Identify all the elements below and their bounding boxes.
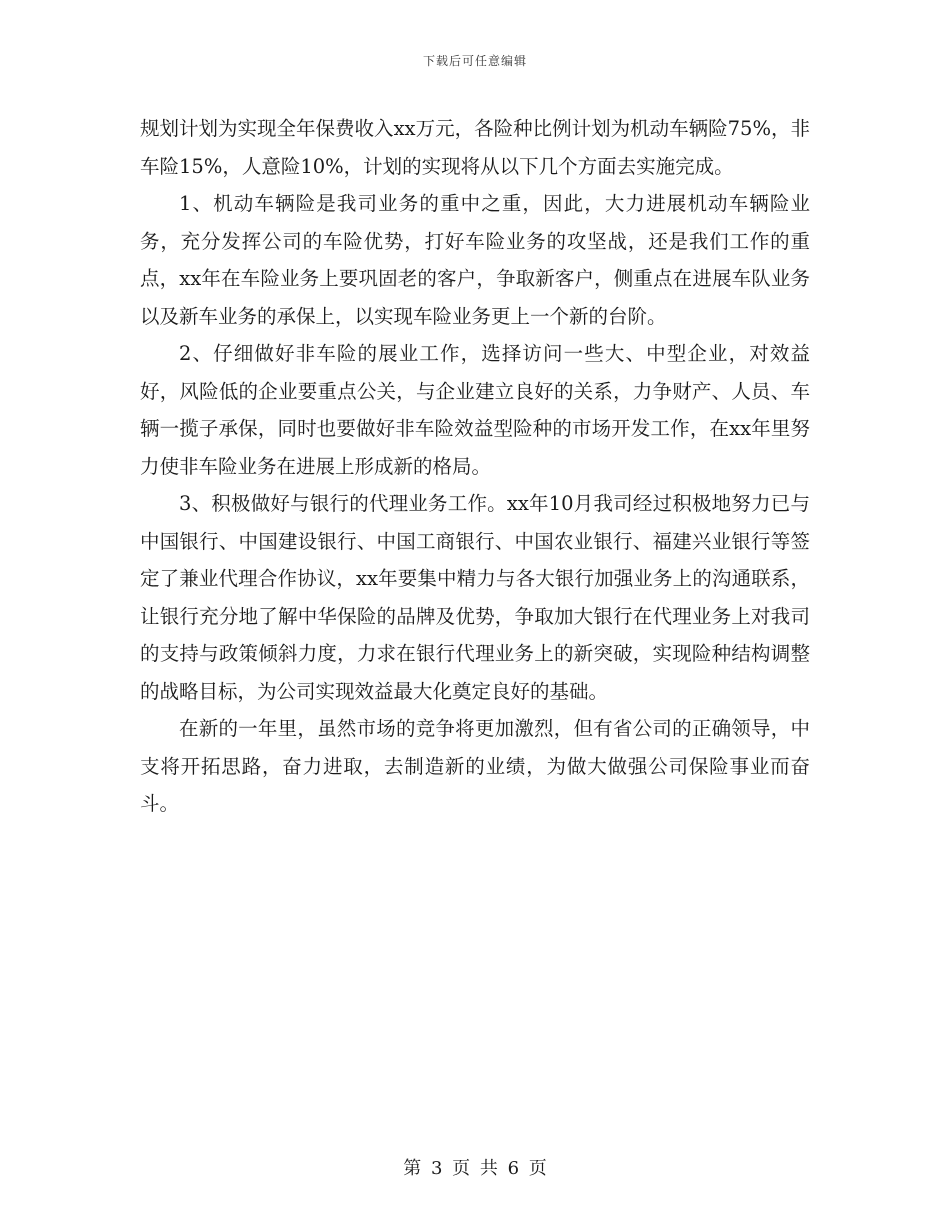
page-header: 下载后可任意编辑 bbox=[422, 54, 527, 68]
paragraph-conclusion: 在新的一年里，虽然市场的竞争将更加激烈，但有省公司的正确领导，中支将开拓思路，奋力进取，去制造新的业绩，为做大做强公司保险事业而奋斗。 bbox=[140, 717, 810, 815]
document-body bbox=[140, 110, 810, 823]
paragraph-intro: 规划计划为实现全年保费收入xx万元，各险种比例计划为机动车辆险75%，非车险15%，人意险10%，计划的实现将从以下几个方面去实施完成。 bbox=[140, 117, 810, 178]
paragraph-item-2: 2、仔细做好非车险的展业工作，选择访问一些大、中型企业，对效益好，风险低的企业要重点公关，与企业建立良好的关系，力争财产、人员、车辆一揽子承保，同时也要做好非车险效益型险种的市场开发工作，在xx年里努力使非车险业务在进展上形成新的格局。 bbox=[140, 342, 810, 478]
paragraph-item-3: 3、积极做好与银行的代理业务工作。xx年10月我司经过积极地努力已与中国银行、中国建设银行、中国工商银行、中国农业银行、福建兴业银行等签定了兼业代理合作协议，xx年要集中精力与各大银行加强业务上的沟通联系，让银行充分地了解中华保险的品牌及优势，争取加大银行在代理业务上对我司的支持与政策倾斜力度，力求在银行代理业务上的新突破，实现险种结构调整的战略目标，为公司实现效益最大化奠定良好的基础。 bbox=[140, 492, 810, 703]
paragraph-item-1: 1、机动车辆险是我司业务的重中之重，因此，大力进展机动车辆险业务，充分发挥公司的车险优势，打好车险业务的攻坚战，还是我们工作的重点，xx年在车险业务上要巩固老的客户，争取新客户，侧重点在进展车队业务以及新车业务的承保上，以实现车险业务更上一个新的台阶。 bbox=[140, 192, 810, 328]
page-number: 第 3 页 共 6 页 bbox=[403, 1158, 547, 1179]
